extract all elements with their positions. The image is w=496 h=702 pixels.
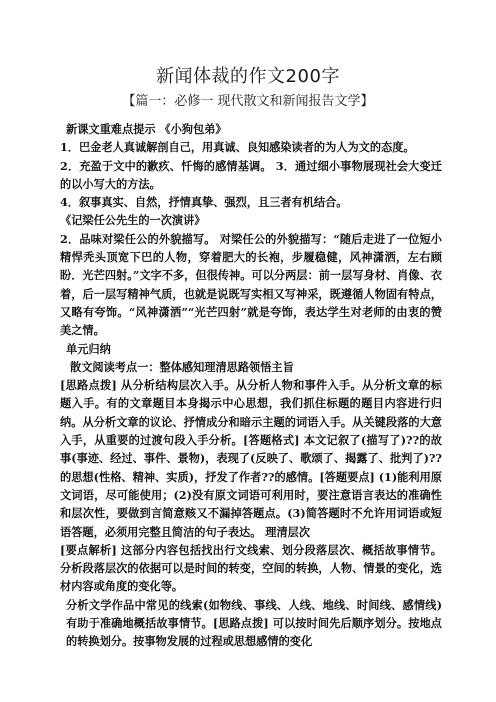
paragraph-approach-tips: [思路点拨] 从分析结构层次入手。从分析人物和事件入手。从分析文章的标题入手。有的文章题目本身揭示中心思想，我们抓住标题的题目内容进行归纳。从分析文章的议论、抒情成分和暗示主题的词语入手。从关键段落的大意入手，从重要的过渡句段入手分析。[答题格式] 本文记叙了(描写了)??的故事(事迹、经过、事件、景物)，表现了(反映了、歌颂了、揭露了、批判了)??的思想(性格、精神、实质)，抒发了作者??的感情。[答题要点] (1)能利用原文词语，尽可能使用；(2)没有原文词语可利用时，要注意语言表达的准确性和层次性，要做到言简意赅又不漏掉答题点。(3)简答题时不允许用词语或短语答题，必须用完整且简洁的句子表达。 理清层次: [60, 378, 442, 539]
paragraph-point-2-3: 2．充盈于文中的歉疚、忏悔的感情基调。 3．通过细小事物展现社会大变迁的以小写大的方法。: [60, 158, 442, 191]
paragraph-exam-point-1: 散文阅读考点一：整体感知理清思路领悟主旨: [70, 359, 294, 374]
paragraph-key-analysis: [要点解析] 这部分内容包括找出行文线索、划分段落层次、概括故事情节。分析段落层次的依据可以是时间的转变，空间的转换，人物、情景的变化，选材内容或角度的变化等。: [60, 542, 442, 594]
document-body: [60, 120, 442, 651]
paragraph-point-4: 4．叙事真实、自然，抒情真挚、强烈，且三者有机结合。: [60, 195, 348, 210]
paragraph-portrait-analysis: 2．品味对梁任公的外貌描写。 对梁任公的外貌描写：“随后走进了一位短小精悍秃头顶宽下巴的人物，穿着肥大的长袍，步履稳健，风神潇洒，左右顾盼．光芒四射。”文字不多，但很传神。可以分两层：前一层写身材、肖像、衣着，后一层写精神气质，也就是说既写实相又写神采，既遵循人物固有特点，又略有夸饰。“风神潇洒”“光芒四射”就是夸饰，表达学生对老师的由衷的赞美之情。: [60, 231, 442, 338]
paragraph-unit-summary: 单元归纳: [66, 341, 111, 356]
paragraph-clue-analysis: 分析文学作品中常见的线索(如物线、事线、人线、地线、时间线、感情线)有助于准确地概括故事情节。[思路点拨] 可以按时间先后顺序划分。按地点的转换划分。按事物发展的过程或思想感情的变化: [66, 597, 442, 649]
paragraph-lesson-heading: 新课文重难点提示 《小狗包弟》: [66, 122, 227, 136]
paragraph-lesson-title-2: 《记梁任公先生的一次演讲》: [60, 213, 206, 228]
document-title: 新闻体裁的作文200字: [156, 66, 340, 87]
document-subtitle: 【篇一：必修一 现代散文和新闻报告文学】: [122, 94, 374, 109]
paragraph-point-1: 1．巴金老人真诚解剖自己，用真诚、良知感染读者的为人为文的态度。: [60, 140, 415, 155]
